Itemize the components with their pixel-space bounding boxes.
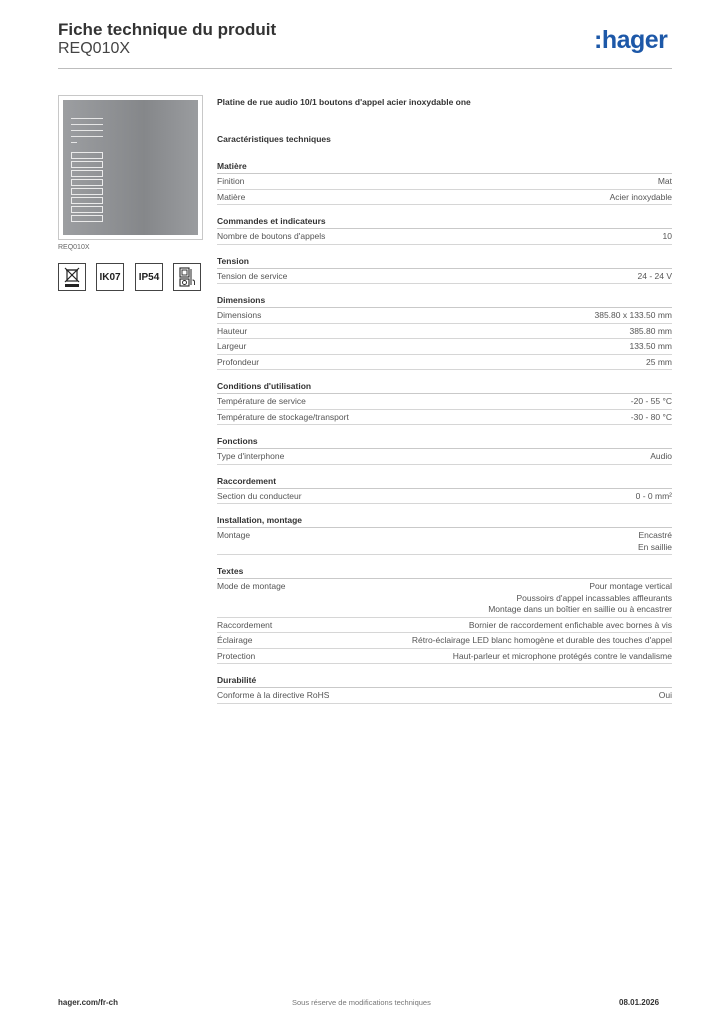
ip-rating-badge: IP54 <box>135 263 163 291</box>
spec-values <box>246 341 672 353</box>
spec-row <box>217 649 672 665</box>
spec-value: 0 - 0 mm² <box>635 490 672 501</box>
spec-value: -20 - 55 °C <box>630 396 672 406</box>
ik-rating-badge: IK07 <box>96 263 124 291</box>
spec-group <box>217 564 672 664</box>
spec-value: 25 mm <box>646 356 672 367</box>
spec-value: Rétro-éclairage LED blanc homogène et durable des touches d'appel <box>411 635 672 645</box>
spec-value: Poussoirs d'appel incassables affleurants <box>516 592 672 603</box>
spec-group-title: Conditions d'utilisation <box>217 379 672 394</box>
spec-values <box>325 231 672 243</box>
door-panel-illustration <box>63 100 198 235</box>
spec-value: Encastré <box>638 530 672 540</box>
spec-values <box>255 651 672 663</box>
spec-label: Matière <box>217 191 246 202</box>
spec-group-title: Dimensions <box>217 293 672 308</box>
spec-value: Haut-parleur et microphone protégés contre le vandalisme <box>452 650 672 661</box>
product-reference: REQ010X <box>58 40 131 57</box>
spec-row <box>217 269 672 285</box>
product-name: Platine de rue audio 10/1 boutons d'appel acier inoxydable one <box>217 97 471 107</box>
spec-value: 385.80 x 133.50 mm <box>594 310 672 320</box>
spec-group <box>217 254 672 285</box>
spec-values <box>329 690 672 702</box>
spec-values <box>272 620 672 632</box>
spec-label: Protection <box>217 650 256 661</box>
spec-values <box>247 326 672 338</box>
spec-label: Température de stockage/transport <box>217 411 349 422</box>
spec-row <box>217 308 672 324</box>
spec-value: Mat <box>657 176 672 186</box>
spec-values <box>250 530 672 553</box>
spec-row <box>217 410 672 426</box>
spec-label: Température de service <box>217 396 306 406</box>
spec-group-title: Commandes et indicateurs <box>217 214 672 229</box>
spec-label: Conforme à la directive RoHS <box>217 690 330 700</box>
spec-value: 385.80 mm <box>629 325 672 336</box>
spec-label: Éclairage <box>217 635 253 645</box>
spec-label: Section du conducteur <box>217 490 302 501</box>
spec-row <box>217 449 672 465</box>
spec-values <box>284 451 672 463</box>
spec-values <box>244 176 672 188</box>
spec-group <box>217 293 672 370</box>
spec-value: 24 - 24 V <box>637 270 672 281</box>
spec-row <box>217 489 672 505</box>
spec-group-title: Tension <box>217 254 672 269</box>
spec-label: Profondeur <box>217 356 260 367</box>
spec-row <box>217 190 672 206</box>
spec-value: Oui <box>658 690 672 700</box>
spec-group-title: Textes <box>217 564 672 579</box>
spec-value: -30 - 80 °C <box>630 411 672 422</box>
hager-logo: :hager <box>594 26 668 54</box>
header-divider <box>58 68 672 69</box>
spec-value: 133.50 mm <box>629 341 672 351</box>
spec-row <box>217 174 672 190</box>
spec-values <box>259 357 672 369</box>
spec-label: Raccordement <box>217 619 273 630</box>
spec-label: Type d'interphone <box>217 451 285 461</box>
spec-label: Dimensions <box>217 310 262 320</box>
spec-label: Montage <box>217 530 251 540</box>
spec-group <box>217 474 672 505</box>
installation-icon <box>173 263 201 291</box>
spec-group <box>217 159 672 205</box>
spec-group-title: Durabilité <box>217 673 672 688</box>
spec-label: Tension de service <box>217 270 288 281</box>
spec-label: Largeur <box>217 341 247 351</box>
spec-values <box>287 271 672 283</box>
weee-icon <box>58 263 86 291</box>
spec-row <box>217 633 672 649</box>
spec-values <box>349 412 672 424</box>
spec-value: Audio <box>650 451 672 461</box>
spec-row <box>217 339 672 355</box>
spec-value: Montage dans un boîtier en saillie ou à encastrer <box>488 604 672 614</box>
spec-row <box>217 324 672 340</box>
spec-label: Finition <box>217 176 245 186</box>
spec-value: Bornier de raccordement enfichable avec bornes à vis <box>468 619 672 630</box>
spec-values <box>306 396 672 408</box>
spec-row <box>217 618 672 634</box>
footer-date: 08.01.2026 <box>619 998 660 1007</box>
spec-values <box>252 635 672 647</box>
spec-value: Pour montage vertical <box>589 581 672 591</box>
spec-value: Acier inoxydable <box>609 191 672 202</box>
spec-group <box>217 513 672 555</box>
page-title: Fiche technique du produit <box>58 20 277 39</box>
spec-group <box>217 673 672 704</box>
spec-groups <box>217 159 672 704</box>
image-caption: REQ010X <box>58 244 90 251</box>
spec-group-title: Installation, montage <box>217 513 672 528</box>
spec-values <box>245 192 672 204</box>
spec-group <box>217 434 672 465</box>
spec-label: Mode de montage <box>217 581 286 591</box>
footer-disclaimer: Sous réserve de modifications techniques <box>292 998 431 1007</box>
product-image <box>58 95 203 240</box>
specs-heading: Caractéristiques techniques <box>217 134 331 144</box>
spec-group <box>217 214 672 245</box>
spec-row <box>217 355 672 371</box>
spec-value: En saillie <box>637 541 672 552</box>
spec-group-title: Fonctions <box>217 434 672 449</box>
spec-row <box>217 229 672 245</box>
spec-values <box>261 310 672 322</box>
spec-group <box>217 379 672 425</box>
footer-website: hager.com/fr-ch <box>58 998 119 1007</box>
spec-row <box>217 394 672 410</box>
spec-value: 10 <box>662 231 672 241</box>
spec-label: Hauteur <box>217 325 248 336</box>
spec-values <box>286 581 672 616</box>
spec-row <box>217 688 672 704</box>
spec-group-title: Matière <box>217 159 672 174</box>
spec-label: Nombre de boutons d'appels <box>217 231 326 241</box>
spec-row <box>217 528 672 555</box>
spec-group-title: Raccordement <box>217 474 672 489</box>
spec-row <box>217 579 672 618</box>
spec-values <box>302 491 672 503</box>
spec-sheet <box>217 97 672 713</box>
